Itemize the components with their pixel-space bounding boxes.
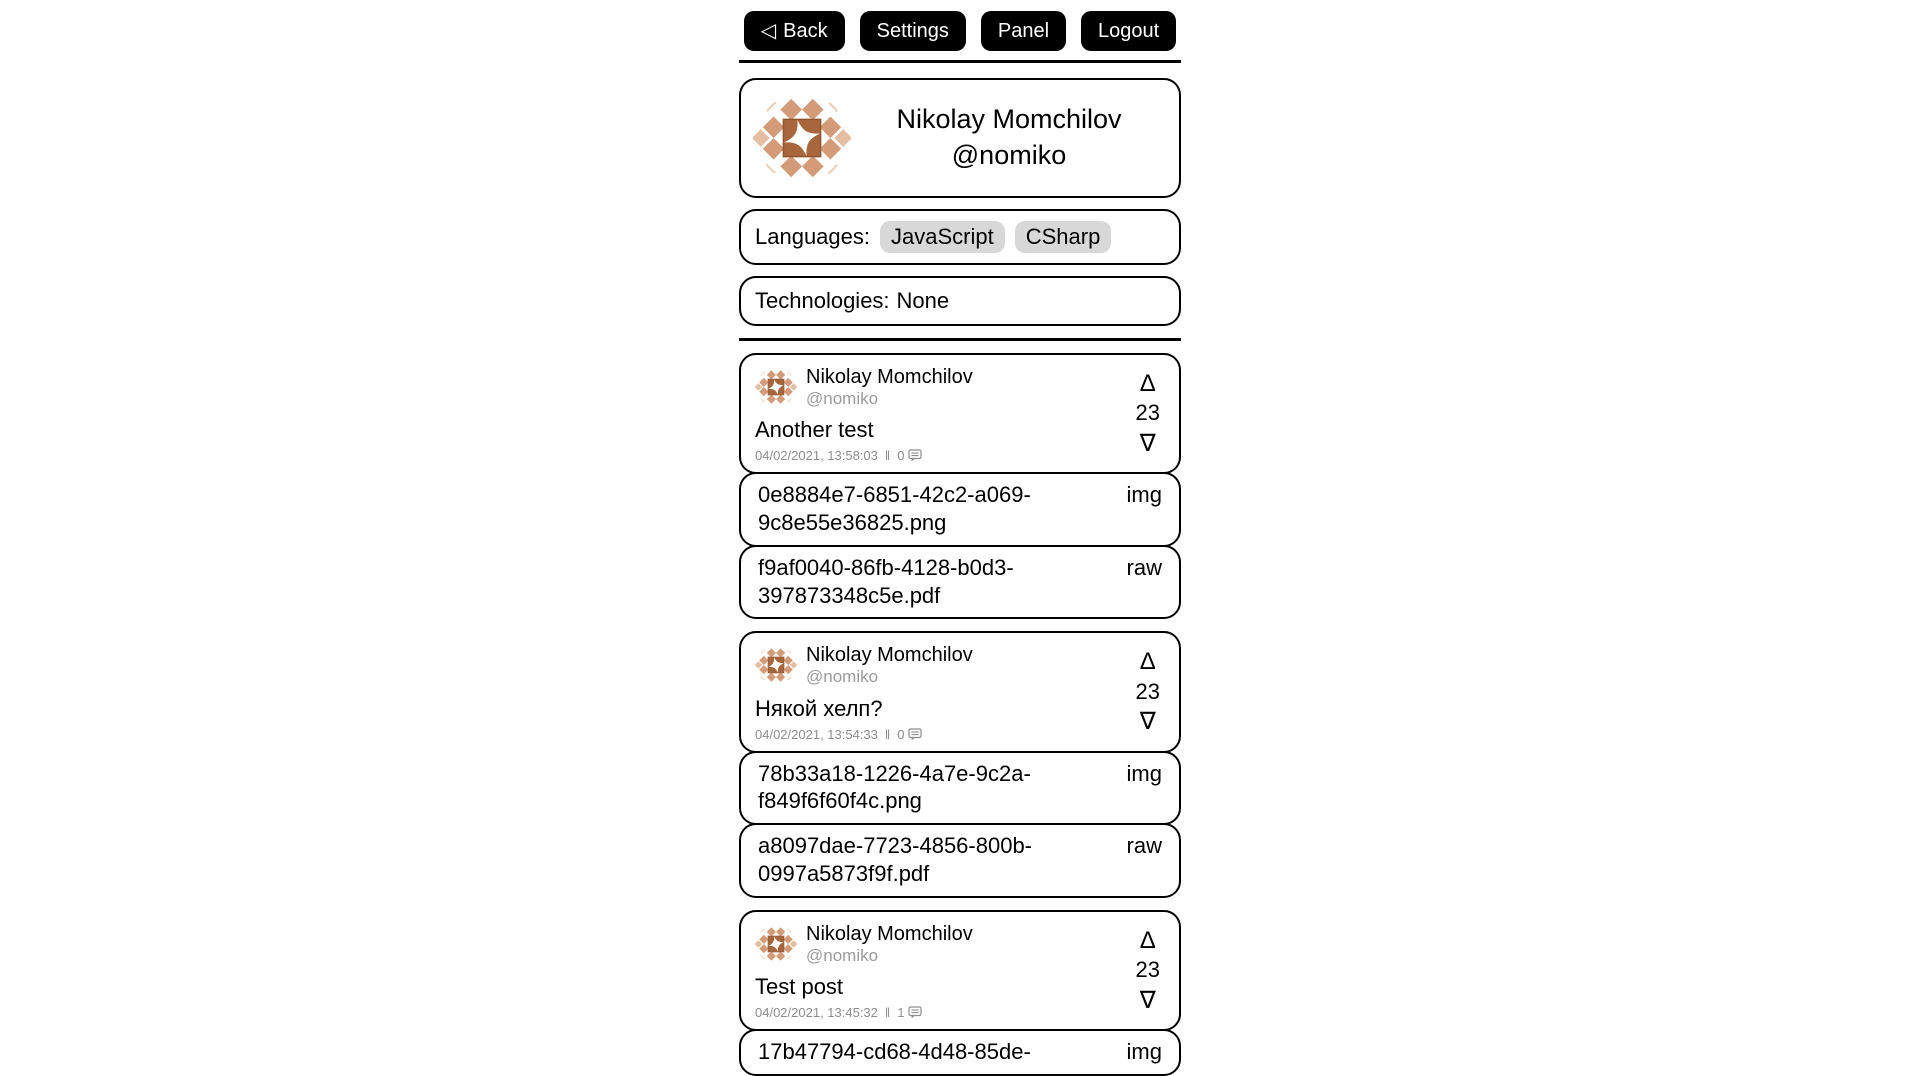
post-author-block — [806, 643, 973, 687]
downvote-icon[interactable]: ∇ — [1139, 986, 1156, 1014]
post-card[interactable] — [739, 631, 1181, 752]
meta-separator: ‖ — [884, 726, 891, 742]
post-author-name: Nikolay Momchilov — [806, 644, 973, 667]
attachment-row[interactable] — [739, 751, 1181, 825]
upvote-icon[interactable]: Δ — [1139, 926, 1156, 954]
post-block — [739, 353, 1181, 619]
back-arrow-icon: ◁ — [760, 20, 777, 42]
post-author-block — [806, 365, 973, 409]
post-comment-count: 1 — [897, 1004, 905, 1020]
downvote-icon[interactable]: ∇ — [1139, 708, 1156, 736]
post-avatar-icon — [755, 366, 797, 408]
upvote-icon[interactable]: Δ — [1139, 370, 1156, 398]
language-chip-csharp: CSharp — [1015, 221, 1112, 253]
vote-column — [1136, 355, 1160, 472]
comment-count-wrap — [897, 448, 921, 463]
attachment-row[interactable] — [739, 545, 1181, 619]
post-title: Another test — [755, 417, 874, 443]
post-author-name: Nikolay Momchilov — [806, 366, 973, 388]
post-header — [755, 922, 1165, 966]
post-meta — [755, 448, 1165, 463]
post-meta — [755, 727, 1165, 742]
upvote-icon[interactable]: Δ — [1139, 648, 1156, 676]
attachment-filename: 78b33a18-1226-4a7e-9c2a-f849f6f60f4c.png — [758, 760, 1031, 814]
post-comment-count: 0 — [897, 726, 905, 742]
languages-label: Languages: — [755, 224, 870, 249]
post-avatar-icon — [755, 923, 797, 965]
attachment-row[interactable] — [739, 472, 1181, 546]
attachment-filename: 0e8884e7-6851-42c2-a069-9c8e55e36825.png — [758, 482, 1031, 536]
meta-separator: ‖ — [884, 1004, 891, 1020]
post-card[interactable] — [739, 353, 1181, 474]
post-header — [755, 643, 1165, 687]
profile-handle: @nomiko — [951, 140, 1067, 170]
language-chip-javascript: JavaScript — [880, 221, 1005, 253]
post-author-name: Nikolay Momchilov — [806, 922, 973, 945]
attachment-type-badge: img — [1126, 760, 1162, 786]
profile-name: Nikolay Momchilov — [896, 104, 1122, 135]
post-timestamp: 04/02/2021, 13:54:33 — [755, 726, 878, 742]
main-column — [739, 0, 1181, 1076]
post-timestamp: 04/02/2021, 13:58:03 — [755, 448, 878, 464]
top-nav — [739, 0, 1181, 51]
post-author-block — [806, 922, 973, 966]
logout-button[interactable]: Logout — [1081, 11, 1176, 51]
attachment-type-badge: raw — [1126, 833, 1162, 859]
post-comment-count: 0 — [897, 448, 905, 464]
vote-count: 23 — [1135, 956, 1160, 982]
post-author-handle: @nomiko — [806, 389, 879, 408]
post-avatar-icon — [755, 644, 797, 686]
attachment-filename: a8097dae-7723-4856-800b-0997a5873f9f.pdf — [758, 833, 1033, 886]
posts-divider — [739, 338, 1181, 341]
post-author-handle: @nomiko — [806, 667, 879, 687]
nav-divider — [739, 60, 1181, 63]
attachment-row[interactable] — [739, 823, 1181, 897]
vote-column — [1136, 633, 1160, 750]
post-meta — [755, 1005, 1165, 1020]
post-title: Test post — [755, 973, 844, 999]
attachment-filename: 17b47794-cd68-4d48-85de- — [758, 1038, 1031, 1064]
post-card[interactable] — [739, 910, 1181, 1031]
profile-avatar-icon — [753, 89, 851, 187]
attachment-filename: f9af0040-86fb-4128-b0d3-397873348c5e.pdf — [758, 554, 1014, 608]
settings-button[interactable]: Settings — [860, 11, 966, 51]
attachment-type-badge: img — [1126, 482, 1162, 508]
comment-count-wrap — [897, 727, 921, 742]
post-timestamp: 04/02/2021, 13:45:32 — [755, 1004, 878, 1020]
attachment-type-badge: raw — [1126, 554, 1162, 580]
post-block — [739, 910, 1181, 1076]
comment-icon — [908, 449, 922, 462]
attachment-type-badge: img — [1126, 1038, 1162, 1064]
attachment-row[interactable] — [739, 1029, 1181, 1076]
post-header — [755, 365, 1165, 409]
vote-column — [1136, 912, 1160, 1029]
languages-card — [739, 209, 1181, 265]
comment-icon — [908, 1006, 922, 1019]
back-button[interactable] — [744, 11, 845, 51]
profile-name-block — [851, 102, 1167, 173]
profile-card — [739, 78, 1181, 198]
back-button-label: Back — [783, 20, 828, 42]
technologies-card — [739, 276, 1181, 326]
vote-count: 23 — [1135, 400, 1160, 426]
comment-count-wrap — [897, 1005, 921, 1020]
technologies-label: Technologies: — [755, 288, 890, 313]
downvote-icon[interactable]: ∇ — [1139, 429, 1156, 457]
post-block — [739, 631, 1181, 897]
vote-count: 23 — [1135, 678, 1160, 704]
post-author-handle: @nomiko — [806, 945, 879, 965]
comment-icon — [908, 728, 922, 741]
technologies-value: None — [896, 288, 950, 313]
meta-separator: ‖ — [884, 448, 891, 464]
panel-button[interactable]: Panel — [981, 11, 1066, 51]
post-title: Някой хелп? — [755, 695, 883, 721]
